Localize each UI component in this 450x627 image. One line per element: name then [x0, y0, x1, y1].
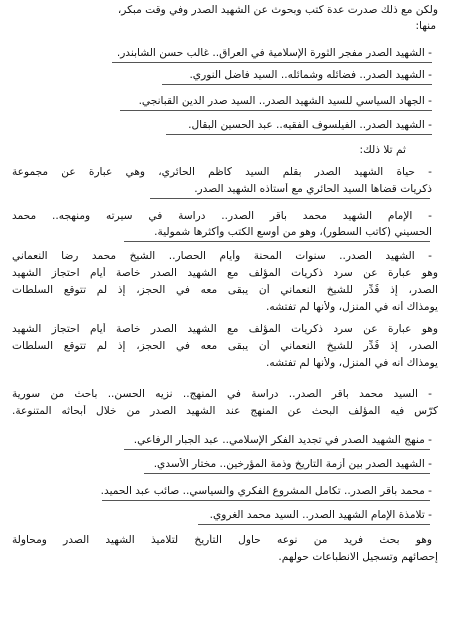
text-line: وهو بحث فريد من نوعه حاول التأريخ لتلاميذ الشهيد الصدر ومحاولة [12, 534, 432, 546]
text-line: وهو عبارة عن سرد ذكريات المؤلف مع الشهيد الصدر خاصة أيام احتجاز الشهيد [12, 323, 438, 335]
text-line: ولكن مع ذلك صدرت عدة كتب وبحوث عن الشهيد الصدر وفي وقت مبكر، [117, 4, 438, 16]
text-line: إحصائهم وتسجيل الانطباعات حولهم. [278, 551, 438, 563]
underline [150, 198, 430, 199]
underline [124, 449, 430, 450]
list-item: - الشهيد الصدر.. الفيلسوف الفقيه.. عبد الحسين البقال. [188, 119, 432, 131]
text-line: وهو عبارة عن سرد ذكريات المؤلف مع الشهيد الصدر خاصة أيام احتجاز الشهيد [12, 267, 438, 279]
underline [112, 62, 432, 63]
underline [120, 110, 432, 111]
text-line: الحسيني (كاتب السطور)، وهو من أوسع الكتب وأكثرها شمولية. [154, 226, 432, 238]
list-item: - محمد باقر الصدر.. تكامل المشروع الفكري والسياسي.. صائب عبد الحميد. [100, 485, 432, 497]
underline [124, 241, 430, 242]
underline [102, 500, 430, 501]
text-line: يومذاك أنه في المنزل، ولأنها لم تفتشه. [266, 357, 438, 369]
text-line: ثم تلا ذلك: [359, 144, 406, 156]
list-item: - الشهيد الصدر.. سنوات المحنة وأيام الحصار.. الشيخ محمد رضا النعماني [12, 250, 432, 262]
text-line: كرّس فيه المؤلف البحث عن المنهج عند الشهيد الصدر من خلال أبحاثه المتنوعة. [12, 405, 438, 417]
text-line: منها: [415, 20, 436, 32]
text-line: الصدر، إذ قُدِّر للشيخ النعماني أن يبقى معه في الحجز، إذ لم تتوقع السلطات [12, 284, 438, 296]
text-line: يومذاك أنه في المنزل، ولأنها لم تفتشه. [266, 301, 438, 313]
underline [166, 134, 432, 135]
underline [144, 473, 430, 474]
list-item: - تلامذة الإمام الشهيد الصدر.. السيد محمد الغروي. [209, 509, 432, 521]
list-item: - الشهيد الصدر.. فضائله وشمائله.. السيد فاضل النوري. [189, 69, 432, 81]
list-item: - الشهيد الصدر مفجر الثورة الإسلامية في العراق.. غالب حسن الشابندر. [116, 47, 432, 59]
list-item: - منهج الشهيد الصدر في تجديد الفكر الإسلامي.. عبد الجبار الرفاعي. [133, 434, 432, 446]
list-item: - الجهاد السياسي للسيد الشهيد الصدر.. السيد صدر الدين القبانجي. [138, 95, 432, 107]
text-line: الصدر، إذ قُدِّر للشيخ النعماني أن يبقى معه في الحجز، إذ لم تتوقع السلطات [12, 340, 438, 352]
underline [162, 84, 432, 85]
list-item: - حياة الشهيد الصدر بقلم السيد كاظم الحائري، وهي عبارة عن مجموعة [12, 166, 432, 178]
list-item: - الشهيد الصدر بين أزمة التاريخ وذمة المؤرخين.. مختار الأسدي. [153, 458, 432, 470]
underline [198, 524, 430, 525]
text-line: ذكريات قضاها السيد الحائري مع أستاذه الشهيد الصدر. [194, 183, 432, 195]
list-item: - الإمام الشهيد محمد باقر الصدر.. دراسة في سيرته ومنهجه.. محمد [12, 210, 432, 222]
list-item: - السيد محمد باقر الصدر.. دراسة في المنهج.. نزيه الحسن.. باحث من سورية [12, 388, 432, 400]
